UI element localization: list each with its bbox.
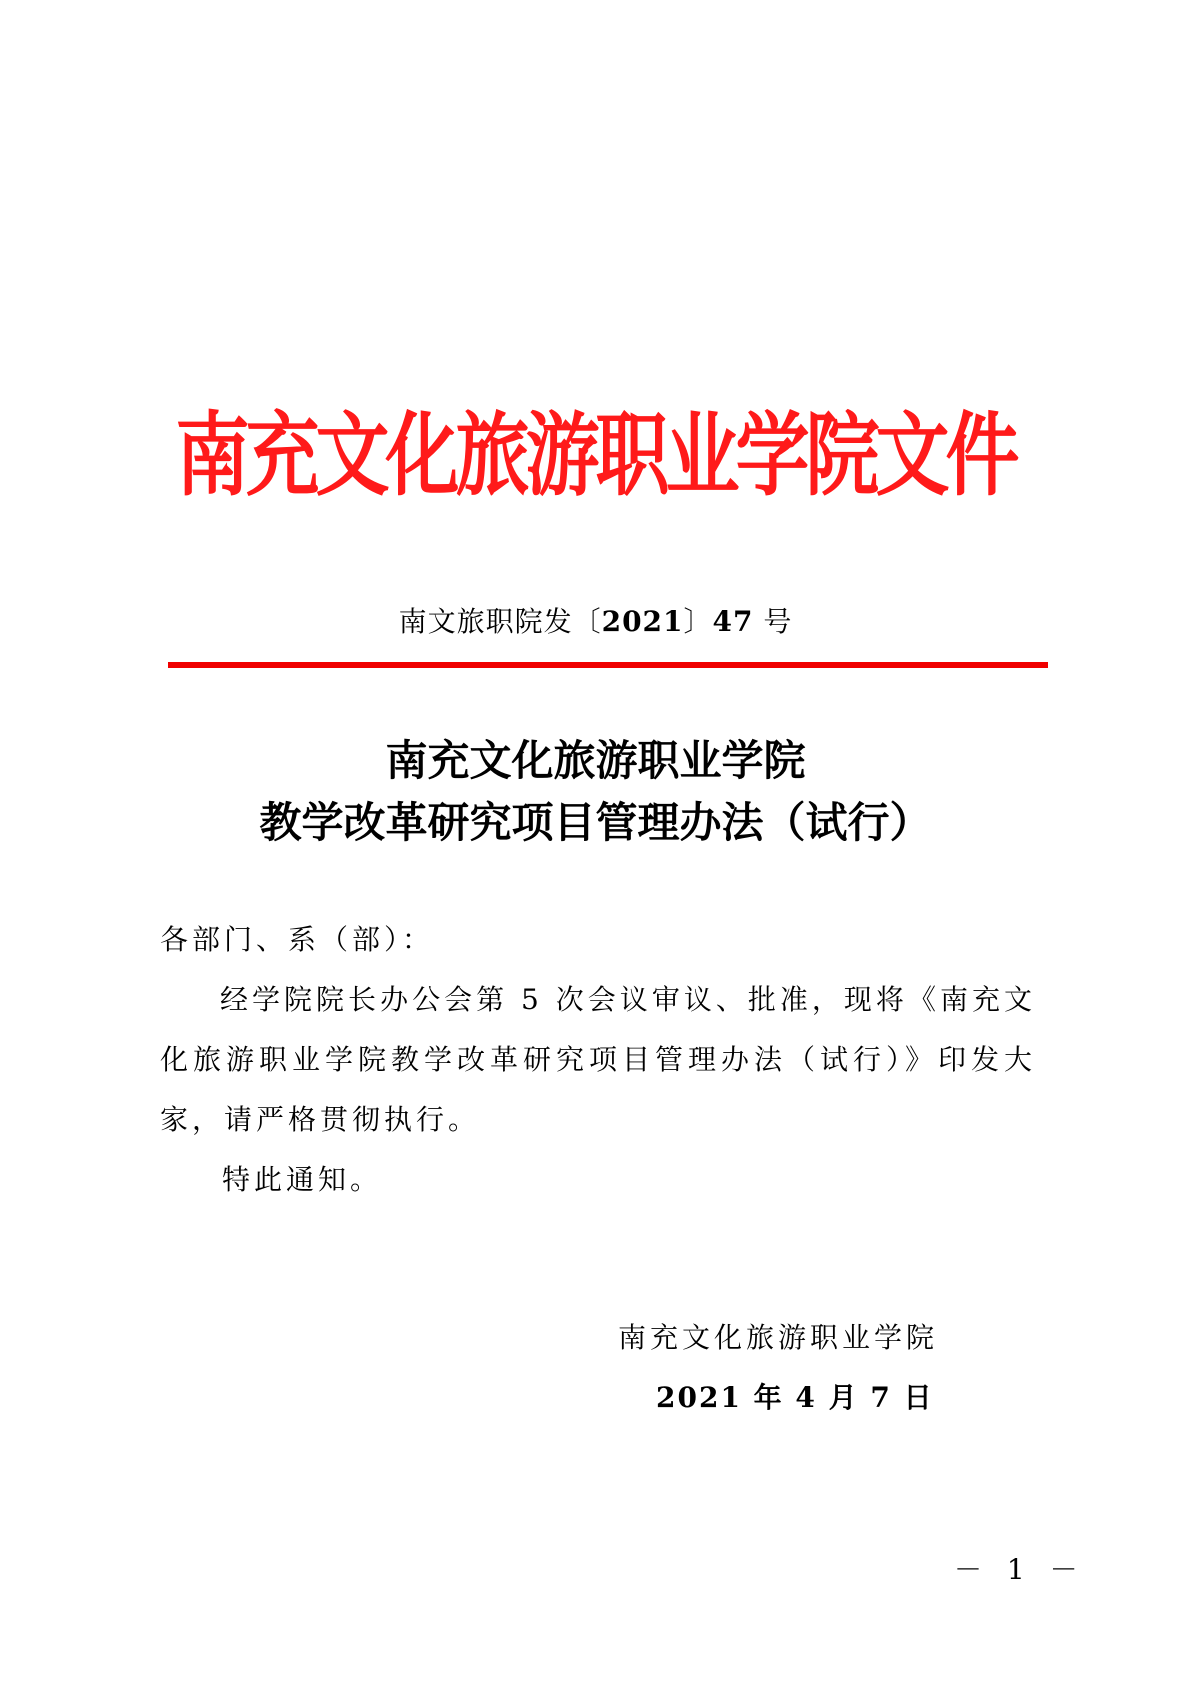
salutation: 各部门、系（部）： (160, 923, 435, 956)
page-number: － 1 － (954, 1553, 1086, 1586)
signature-organization: 南充文化旅游职业学院 (618, 1321, 939, 1354)
body-paragraph: 经学院院长办公会第 5 次会议审议、批准，现将《南充文化旅游职业学院教学改革研究项目管理办法（试行）》印发大家，请严格贯彻执行。 (160, 983, 1036, 1136)
closing-notice: 特此通知。 (222, 1163, 383, 1196)
doc-number-year: 2021 (601, 605, 684, 638)
doc-number-prefix: 南文旅职院发〔 (398, 605, 602, 638)
signature-date: 2021 年 4 月 7 日 (656, 1381, 934, 1414)
document-title-line-2: 教学改革研究项目管理办法（试行） (259, 798, 932, 847)
doc-number-num: 47 (712, 605, 754, 638)
red-divider-line (168, 662, 1048, 668)
document-title-line-1: 南充文化旅游职业学院 (385, 736, 806, 785)
doc-number-mid: 〕 (683, 605, 713, 638)
red-header-title: 南充文化旅游职业学院文件 (175, 403, 1016, 509)
doc-number-suffix: 号 (753, 605, 793, 638)
document-number (0, 602, 1191, 642)
